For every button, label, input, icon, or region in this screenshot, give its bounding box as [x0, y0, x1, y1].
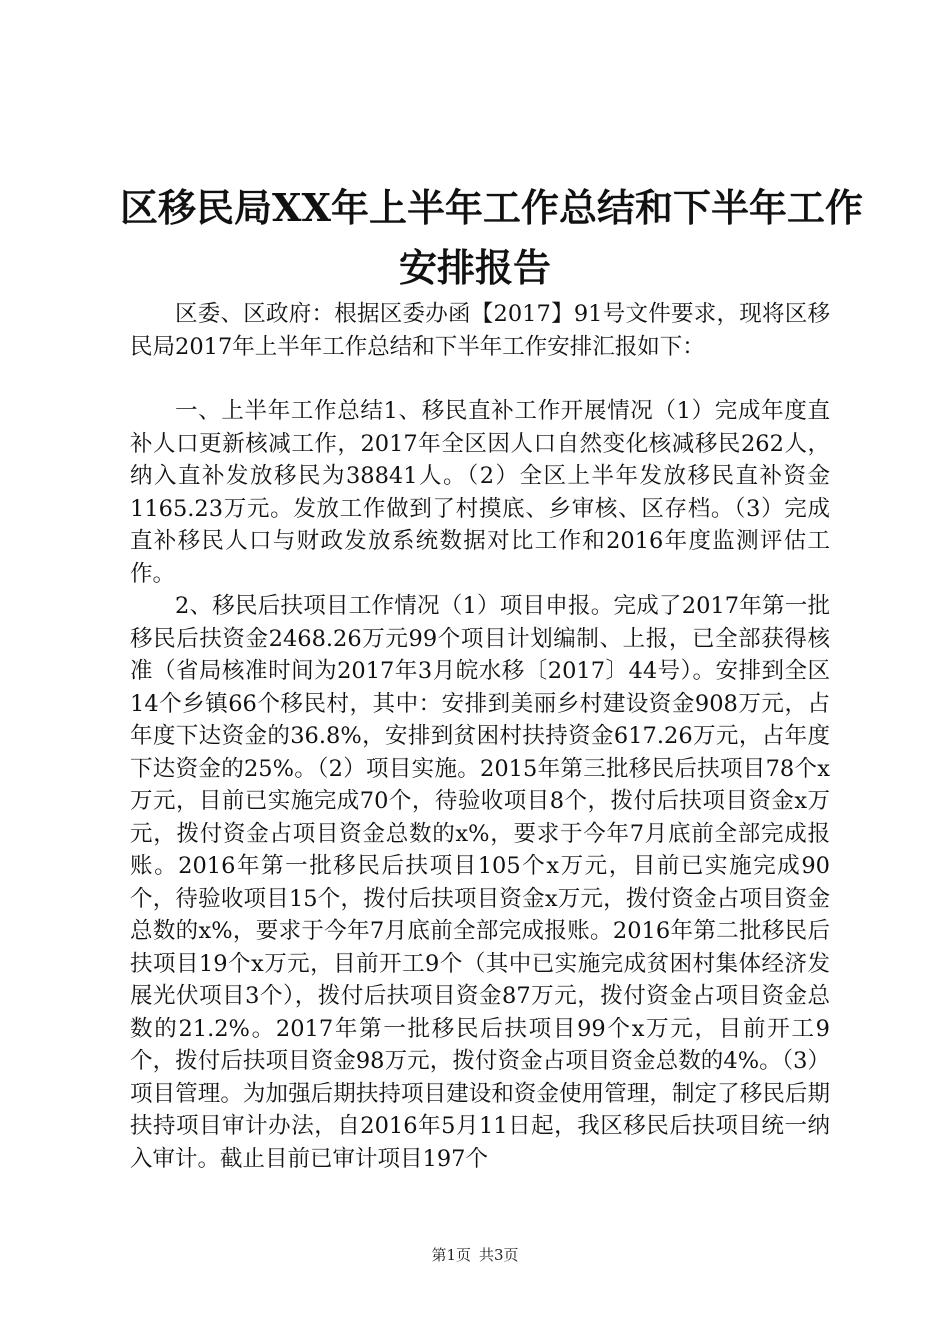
body-paragraph-section-1: 一、上半年工作总结1、移民直补工作开展情况（1）完成年度直补人口更新核减工作，2017年全区因人口自然变化核减移民262人，纳入直补发放移民为38841人。（2）全区上半年发放移民直补资金1165.23万元。发放工作做到了村摸底、乡审核、区存档。（3）完成直补移民人口与财政发放系统数据对比工作和2016年度监测评估工作。	[130, 398, 830, 587]
document-title-line-2: 安排报告	[398, 245, 551, 290]
document-title-line-1: 区移民局XX年上半年工作总结和下半年工作	[120, 185, 863, 230]
body-paragraph-section-2: 2、移民后扶项目工作情况（1）项目申报。完成了2017年第一批移民后扶资金2468.26万元99个项目计划编制、上报，已全部获得核准（省局核准时间为2017年3月皖水移〔2017〕44号）。安排到全区14个乡镇66个移民村，其中：安排到美丽乡村建设资金908万元，占年度下达资金的36.8%，安排到贫困村扶持资金617.26万元，占年度下达资金的25%。（2）项目实施。2015年第三批移民后扶项目78个x万元，目前已实施完成70个，待验收项目8个，拨付后扶项目资金x万元，拨付资金占项目资金总数的x%，要求于今年7月底前全部完成报账。2016年第一批移民后扶项目105个x万元，目前已实施完成90个，待验收项目15个，拨付后扶项目资金x万元，拨付资金占项目资金总数的x%，要求于今年7月底前全部完成报账。2016年第二批移民后扶项目19个x万元，目前开工9个（其中已实施完成贫困村集体经济发展光伏项目3个），拨付后扶项目资金87万元，拨付资金占项目资金总数的21.2%。2017年第一批移民后扶项目99个x万元，目前开工9个，拨付后扶项目资金98万元，拨付资金占项目资金总数的4%。（3）项目管理。为加强后期扶持项目建设和资金使用管理，制定了移民后期扶持项目审计办法，自2016年5月11日起，我区移民后扶项目统一纳入审计。截止目前已审计项目197个	[130, 593, 830, 1172]
page-footer	[0, 1245, 950, 1265]
page-number: 第1页	[431, 1246, 471, 1264]
document-body	[130, 298, 830, 1175]
body-paragraph-salutation: 区委、区政府：根据区委办函【2017】91号文件要求，现将区移民局2017年上半年工作总结和下半年工作安排汇报如下：	[130, 301, 830, 360]
page-total: 共3页	[479, 1246, 519, 1264]
